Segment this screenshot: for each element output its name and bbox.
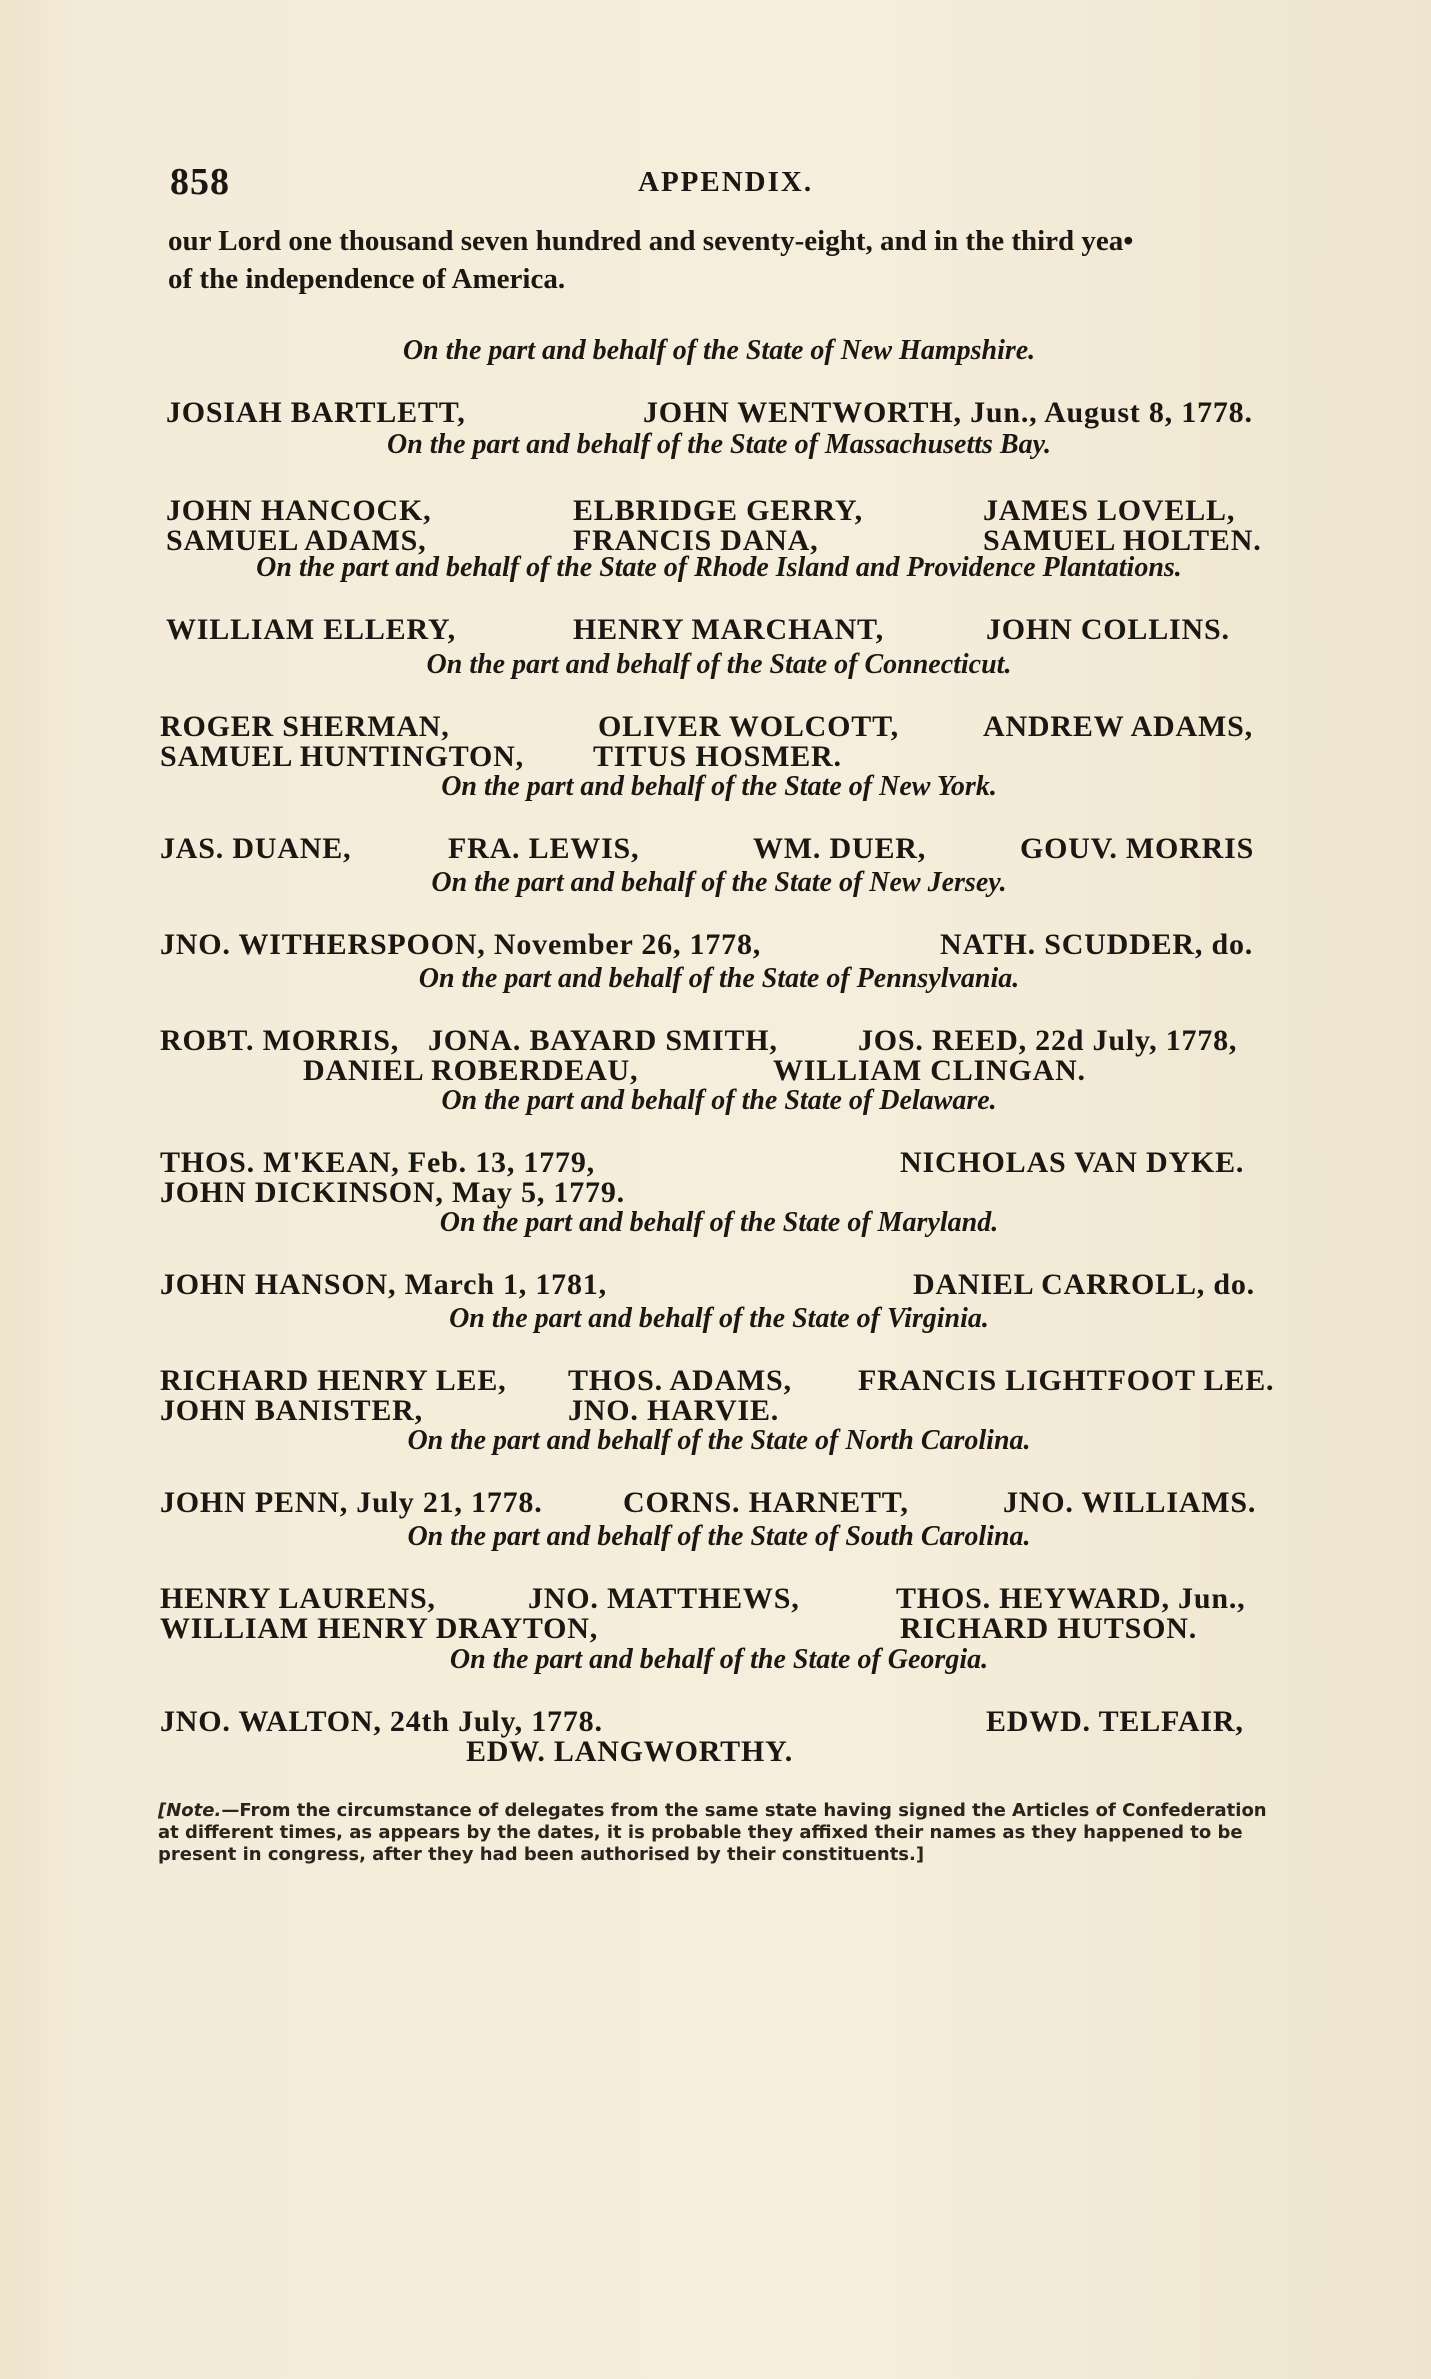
signer-name: WILLIAM CLINGAN. [773, 1054, 1086, 1087]
signer-name: JNO. HARVIE. [568, 1394, 780, 1427]
signer-name: THOS. M'KEAN, Feb. 13, 1779, [160, 1146, 595, 1179]
section-georgia [158, 1643, 1280, 1769]
section-rhode-island [158, 551, 1280, 655]
section-connecticut [158, 648, 1280, 774]
state-line: On the part and behalf of the State of Delaware. [441, 1085, 997, 1116]
signer-name: SAMUEL HOLTEN. [983, 524, 1262, 557]
signer-name: ANDREW ADAMS, [983, 710, 1253, 743]
signer-name: TITUS HOSMER. [593, 740, 842, 773]
footnote-lead: [Note. [158, 1800, 222, 1821]
signer-names [158, 1584, 1280, 1646]
signer-name: WM. DUER, [753, 832, 927, 865]
section-massachusetts-bay [158, 428, 1280, 558]
signer-name: JNO. WITHERSPOON, November 26, 1778, [160, 928, 762, 961]
state-line: On the part and behalf of the State of North Carolina. [407, 1425, 1031, 1456]
signer-name: FRA. LEWIS, [448, 832, 640, 865]
running-head: APPENDIX. [638, 166, 814, 198]
signer-names [158, 1366, 1280, 1428]
signer-names [158, 496, 1280, 558]
signer-name: JAS. DUANE, [160, 832, 352, 865]
intro-paragraph [168, 222, 1278, 298]
state-line: On the part and behalf of the State of New Hampshire. [402, 335, 1036, 366]
signer-name: JNO. MATTHEWS, [528, 1582, 800, 1615]
signer-name: JOSIAH BARTLETT, [166, 396, 466, 429]
signer-name: CORNS. HARNETT, [623, 1486, 909, 1519]
state-line: On the part and behalf of the State of South Carolina. [407, 1521, 1031, 1552]
page-header [168, 160, 1268, 210]
signer-name: ELBRIDGE GERRY, [573, 494, 863, 527]
footnote [158, 1800, 1283, 1866]
state-line: On the part and behalf of the State of New Jersey. [431, 867, 1007, 898]
signer-name: JOHN WENTWORTH, Jun., August 8, 1778. [643, 396, 1253, 429]
section-north-carolina [158, 1424, 1280, 1528]
state-line: On the part and behalf of the State of New York. [441, 771, 997, 802]
section-maryland [158, 1206, 1280, 1310]
state-line: On the part and behalf of the State of Pennsylvania. [418, 963, 1020, 994]
signer-name: NATH. SCUDDER, do. [940, 928, 1254, 961]
section-new-york [158, 770, 1280, 874]
signer-name: EDW. LANGWORTHY. [466, 1735, 794, 1768]
signer-name: DANIEL CARROLL, do. [913, 1268, 1255, 1301]
state-line: On the part and behalf of the State of Georgia. [449, 1644, 989, 1675]
signer-name: RICHARD HUTSON. [900, 1612, 1198, 1645]
signer-name: GOUV. MORRIS [1020, 832, 1255, 865]
signer-name: WILLIAM HENRY DRAYTON, [160, 1612, 598, 1645]
page-number: 858 [170, 161, 230, 203]
signer-names [158, 1148, 1280, 1210]
signer-name: JOHN HANCOCK, [166, 494, 432, 527]
signer-name: RICHARD HENRY LEE, [160, 1364, 507, 1397]
section-pennsylvania [158, 962, 1280, 1088]
signer-name: THOS. ADAMS, [568, 1364, 792, 1397]
signer-name: HENRY MARCHANT, [573, 613, 884, 646]
signer-name: JAMES LOVELL, [983, 494, 1236, 527]
signer-name: JOS. REED, 22d July, 1778, [858, 1024, 1238, 1057]
signer-name: ROGER SHERMAN, [160, 710, 450, 743]
signer-name: WILLIAM ELLERY, [166, 613, 456, 646]
section-south-carolina [158, 1520, 1280, 1646]
section-delaware [158, 1084, 1280, 1210]
state-line: On the part and behalf of the State of Massachusetts Bay. [386, 429, 1051, 460]
signer-name: JOHN DICKINSON, May 5, 1779. [160, 1176, 625, 1209]
signer-name: SAMUEL HUNTINGTON, [160, 740, 524, 773]
intro-line: our Lord one thousand seven hundred and seventy-eight, and in the third yea• [168, 225, 1134, 257]
section-new-hampshire [158, 334, 1280, 438]
signer-name: JONA. BAYARD SMITH, [428, 1024, 778, 1057]
signer-name: JOHN HANSON, March 1, 1781, [160, 1268, 607, 1301]
signer-names [158, 1707, 1280, 1769]
signer-name: OLIVER WOLCOTT, [598, 710, 899, 743]
signer-name: JNO. WALTON, 24th July, 1778. [160, 1705, 603, 1738]
state-line: On the part and behalf of the State of Rhode Island and Providence Plantations. [256, 552, 1182, 583]
signer-name: HENRY LAURENS, [160, 1582, 436, 1615]
signer-name: JOHN COLLINS. [986, 613, 1230, 646]
signer-names [158, 1026, 1280, 1088]
state-line: On the part and behalf of the State of Virginia. [449, 1303, 989, 1334]
signer-names [158, 712, 1280, 774]
footnote-body: —From the circumstance of delegates from the same state having signed the Articles of Confederation at different times, as appears by the dates, it is probable they affixed their names as they happened to be present in congress, after they had been authorised by their constituents.] [158, 1800, 1267, 1865]
section-virginia [158, 1302, 1280, 1428]
signer-name: SAMUEL ADAMS, [166, 524, 427, 557]
signer-name: THOS. HEYWARD, Jun., [896, 1582, 1246, 1615]
signer-name: FRANCIS LIGHTFOOT LEE. [858, 1364, 1275, 1397]
signer-name: NICHOLAS VAN DYKE. [900, 1146, 1245, 1179]
signer-name: JOHN PENN, July 21, 1778. [160, 1486, 543, 1519]
signer-name: DANIEL ROBERDEAU, [303, 1054, 639, 1087]
signer-name: FRANCIS DANA, [573, 524, 819, 557]
signer-name: ROBT. MORRIS, [160, 1024, 400, 1057]
state-line: On the part and behalf of the State of Maryland. [439, 1207, 999, 1238]
signer-name: EDWD. TELFAIR, [986, 1705, 1244, 1738]
signer-name: JNO. WILLIAMS. [1003, 1486, 1257, 1519]
section-new-jersey [158, 866, 1280, 970]
signer-name: JOHN BANISTER, [160, 1394, 423, 1427]
state-line: On the part and behalf of the State of Connecticut. [426, 649, 1012, 680]
intro-line: of the independence of America. [168, 263, 566, 295]
